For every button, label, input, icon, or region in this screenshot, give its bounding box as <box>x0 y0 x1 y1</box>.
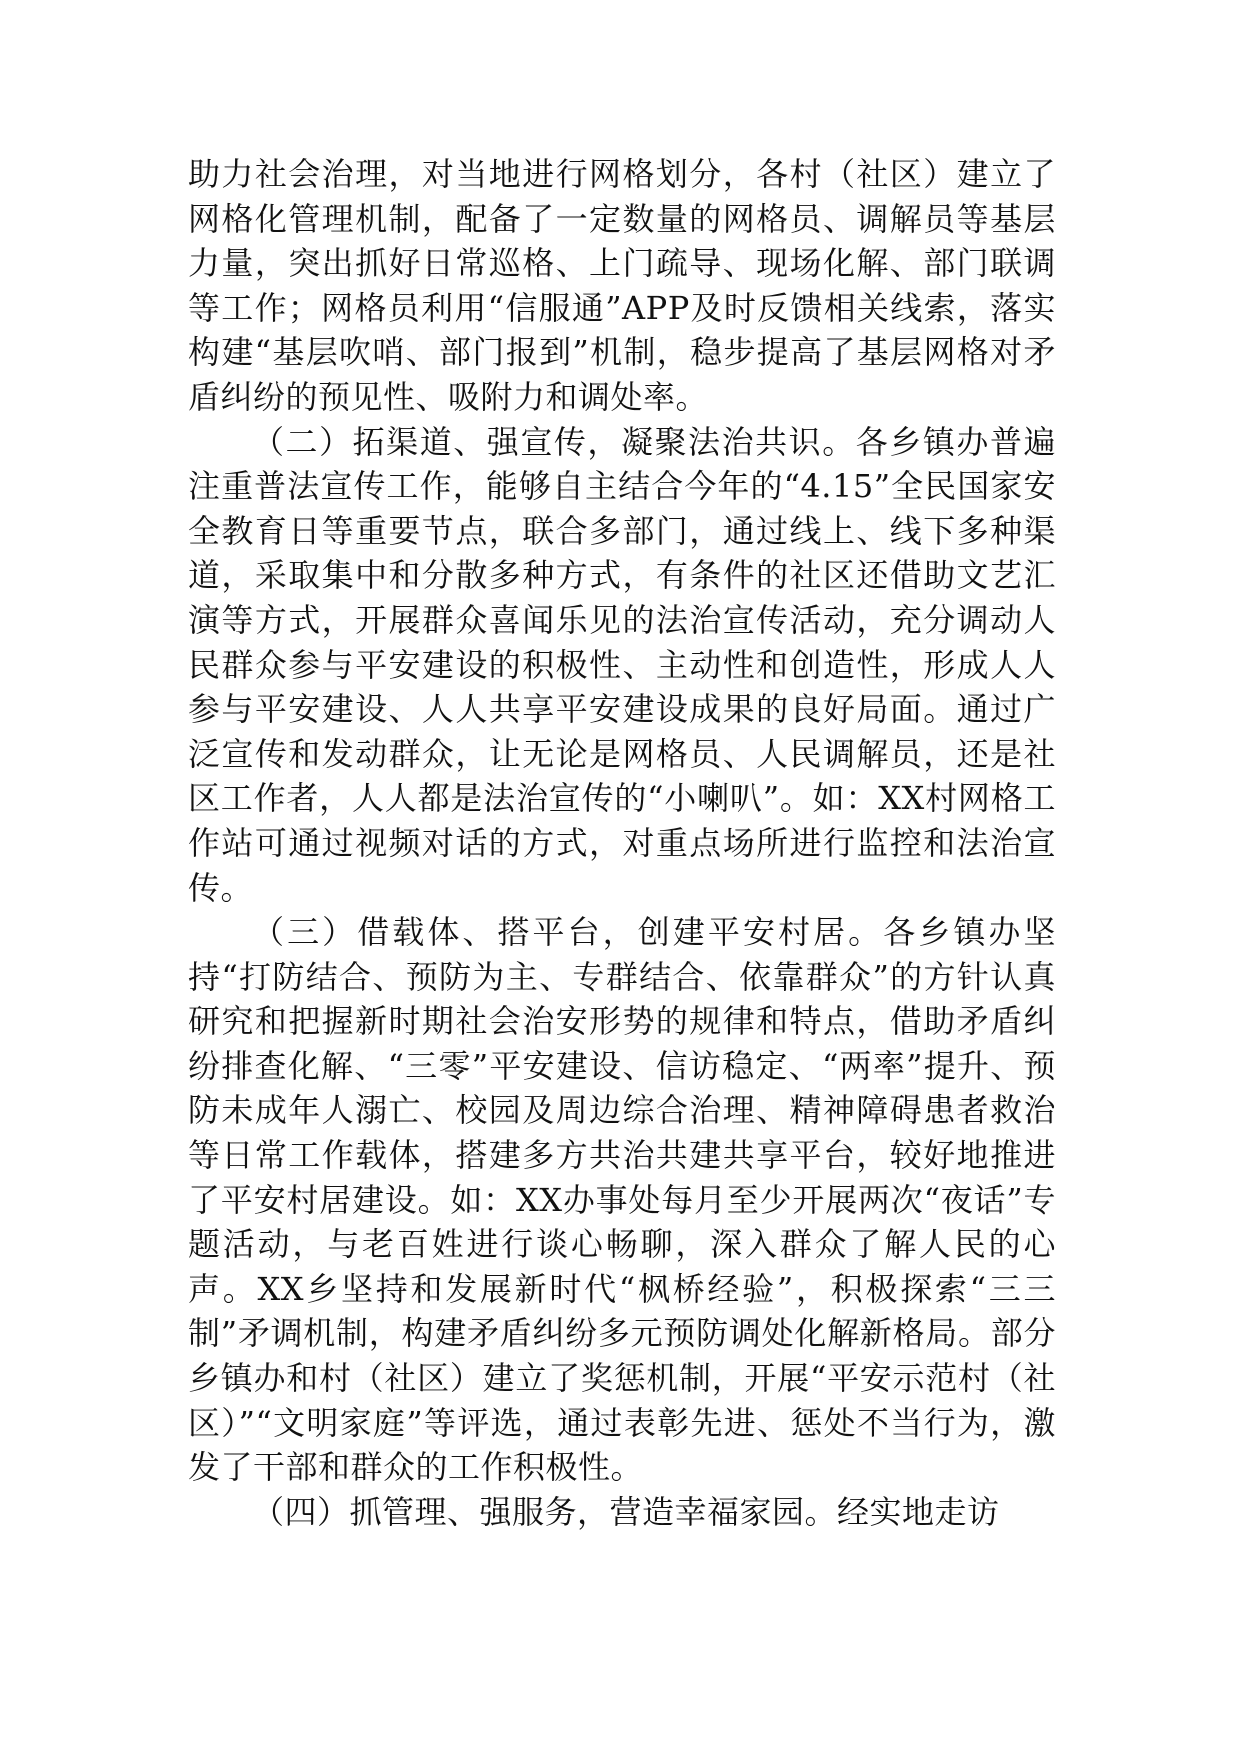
paragraph-safe-villages: （三）借载体、搭平台，创建平安村居。各乡镇办坚持“打防结合、预防为主、专群结合、依靠群众”的方针认真研究和把握新时期社会治安形势的规律和特点，借助矛盾纠纷排查化解、“三零”平安建设、信访稳定、“两率”提升、预防未成年人溺亡、校园及周边综合治理、精神障碍患者救治等日常工作载体，搭建多方共治共建共享平台，较好地推进了平安村居建设。如：XX办事处每月至少开展两次“夜话”专题活动，与老百姓进行谈心畅聊，深入群众了解人民的心声。XX乡坚持和发展新时代“枫桥经验”，积极探索“三三制”矛调机制，构建矛盾纠纷多元预防调处化解新格局。部分乡镇办和村（社区）建立了奖惩机制，开展“平安示范村（社区）”“文明家庭”等评选，通过表彰先进、惩处不当行为，激发了干部和群众的工作积极性。 <box>188 913 1056 1487</box>
paragraph-happy-homes: （四）抓管理、强服务，营造幸福家园。经实地走访 <box>252 1492 1000 1531</box>
paragraph-legal-publicity: （二）拓渠道、强宣传，凝聚法治共识。各乡镇办普遍注重普法宣传工作，能够自主结合今年的“4.15”全民国家安全教育日等重要节点，联合多部门，通过线上、线下多种渠道，采取集中和分散多种方式，有条件的社区还借助文艺汇演等方式，开展群众喜闻乐见的法治宣传活动，充分调动人民群众参与平安建设的积极性、主动性和创造性，形成人人参与平安建设、人人共享平安建设成果的良好局面。通过广泛宣传和发动群众，让无论是网格员、人民调解员，还是社区工作者，人人都是法治宣传的“小喇叭”。如：XX村网格工作站可通过视频对话的方式，对重点场所进行监控和法治宣传。 <box>188 422 1056 907</box>
paragraph-grid-governance: 助力社会治理，对当地进行网格划分，各村（社区）建立了网格化管理机制，配备了一定数量的网格员、调解员等基层力量，突出抓好日常巡格、上门疏导、现场化解、部门联调等工作；网格员利用“信服通”APP及时反馈相关线索，落实构建“基层吹哨、部门报到”机制，稳步提高了基层网格对矛盾纠纷的预见性、吸附力和调处率。 <box>188 155 1056 416</box>
document-body <box>188 152 1056 1534</box>
